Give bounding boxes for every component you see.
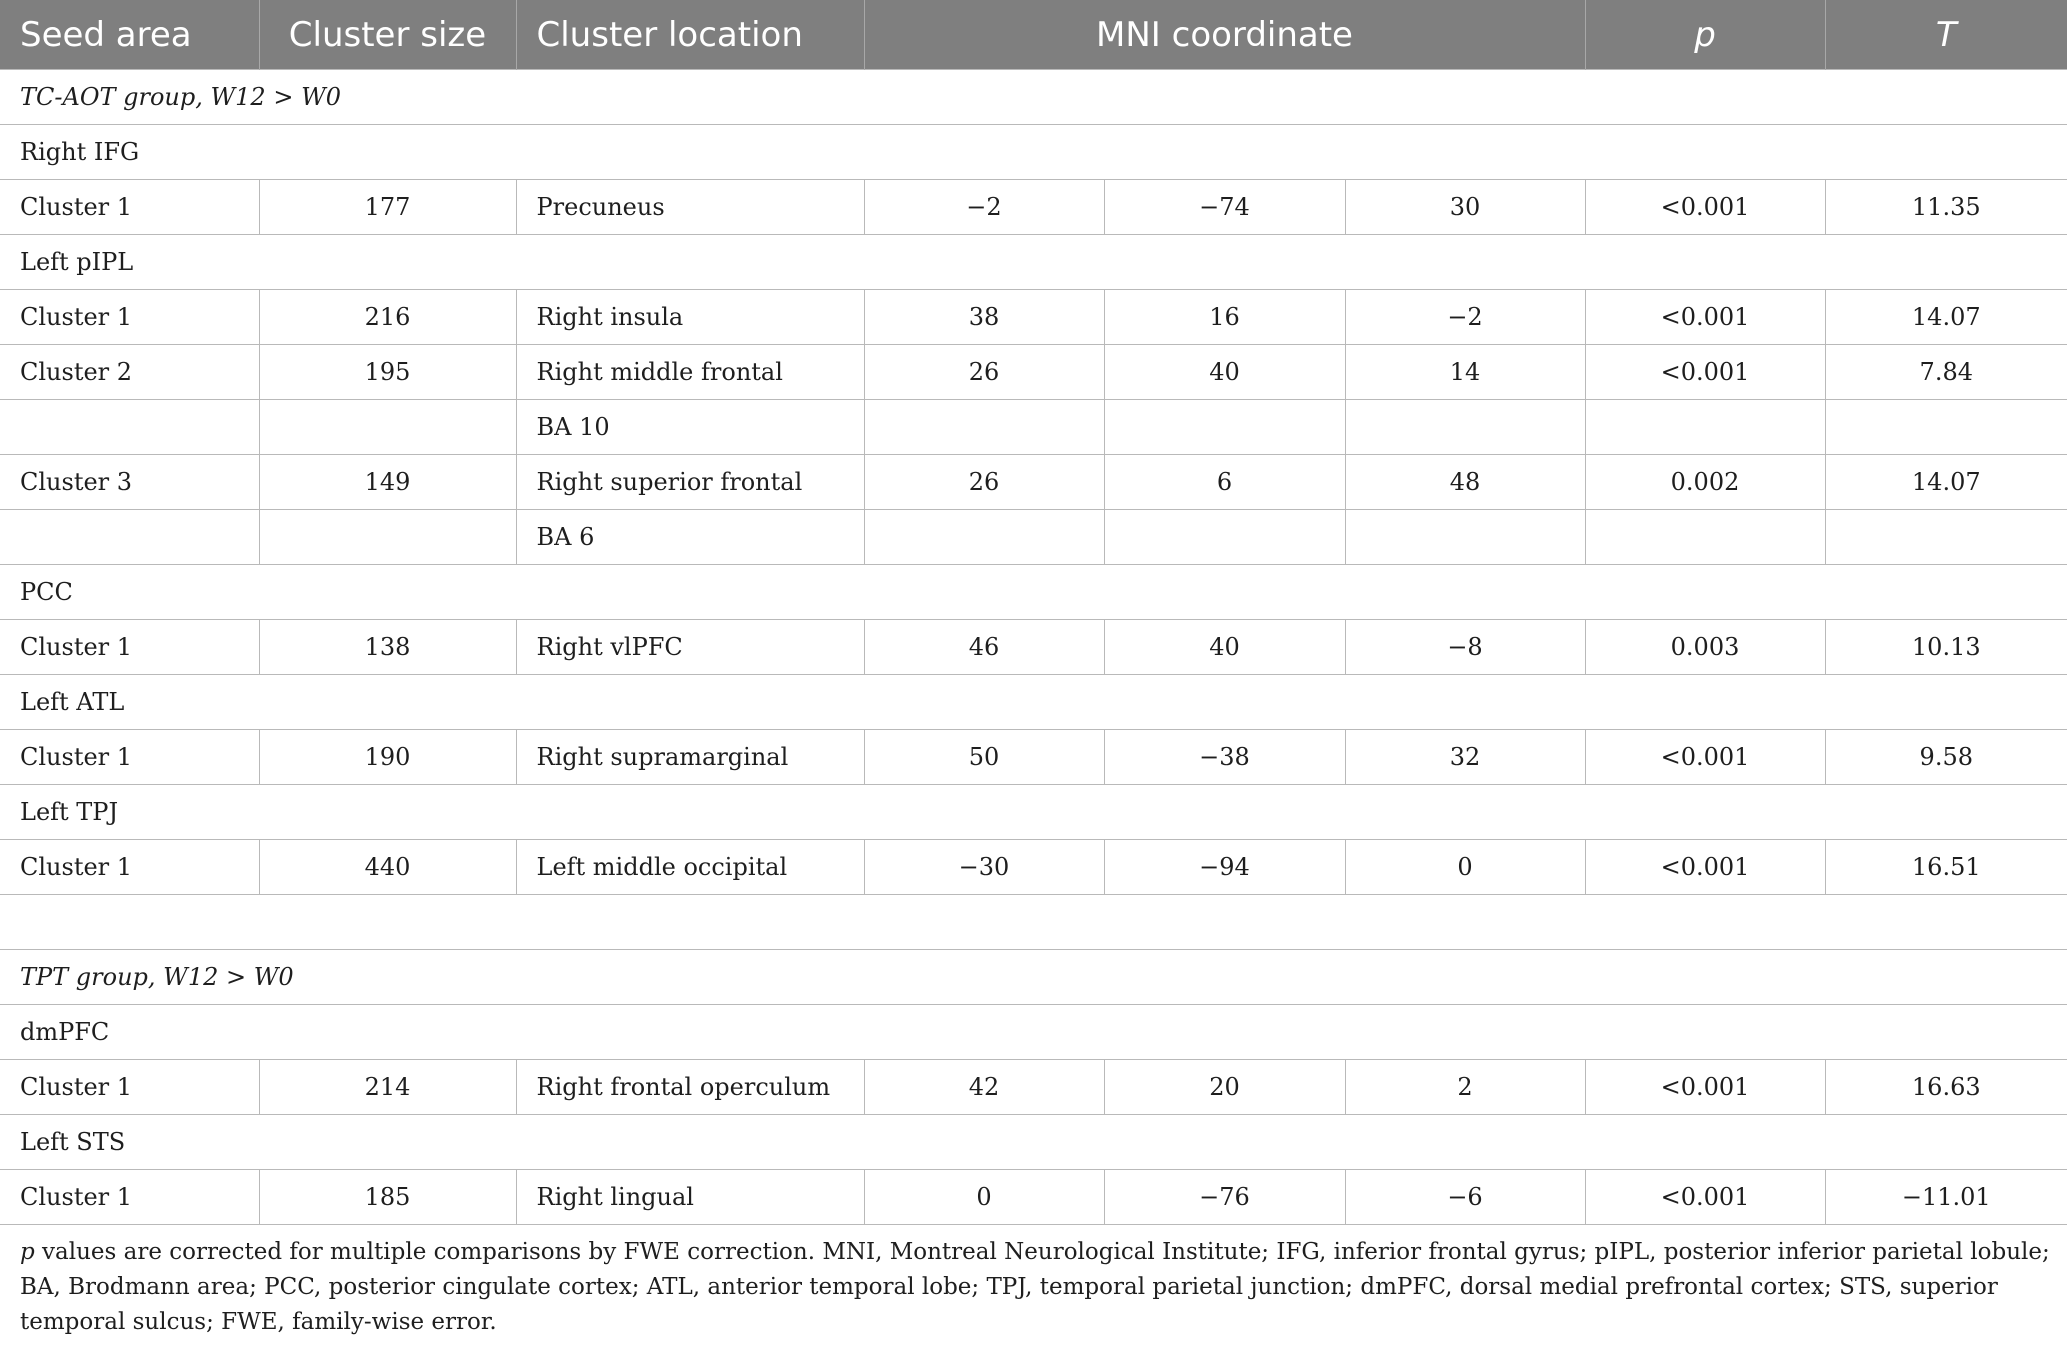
header-row [0, 0, 2067, 70]
cell-mni-x: −30 [864, 840, 1104, 895]
cell-seed-cluster: Cluster 1 [0, 620, 259, 675]
cell-cluster-location: Right lingual [516, 1170, 864, 1225]
cell-mni-z: 48 [1345, 455, 1585, 510]
cell-seed-cluster: Cluster 1 [0, 730, 259, 785]
cell-seed-cluster: Cluster 3 [0, 455, 259, 510]
header-p: p [1585, 0, 1825, 70]
seed-area-label: dmPFC [0, 1005, 2067, 1060]
cell-cluster-size: 440 [259, 840, 516, 895]
cell-mni-y: 40 [1104, 620, 1345, 675]
cell-mni-z: −8 [1345, 620, 1585, 675]
cell-mni-z: 0 [1345, 840, 1585, 895]
table-footnote [0, 1225, 2067, 1340]
cell-t-value: 16.63 [1825, 1060, 2067, 1115]
cell-cluster-size: 138 [259, 620, 516, 675]
seed-area-label: PCC [0, 565, 2067, 620]
cell-mni-x [864, 510, 1104, 565]
group-row [0, 950, 2067, 1005]
seed-area-label: Right IFG [0, 125, 2067, 180]
seed-area-label: Left ATL [0, 675, 2067, 730]
cell-mni-x: 38 [864, 290, 1104, 345]
cell-t-value: −11.01 [1825, 1170, 2067, 1225]
cell-t-value: 9.58 [1825, 730, 2067, 785]
table-row [0, 510, 2067, 565]
cell-mni-y: 16 [1104, 290, 1345, 345]
footnote-text: values are corrected for multiple comparisons by FWE correction. MNI, Montreal Neurological Institute; IFG, inferior frontal gyrus; pIPL, posterior inferior parietal lobule; BA, Brodmann area; PCC, posterior cingulate cortex; ATL, anterior temporal lobe; TPJ, temporal parietal junction; dmPFC, dorsal medial prefrontal cortex; STS, superior temporal sulcus; FWE, family-wise error. [20, 1239, 2050, 1335]
table-row [0, 1060, 2067, 1115]
seed-area-label: Left TPJ [0, 785, 2067, 840]
seed-row [0, 565, 2067, 620]
cell-cluster-location: Right frontal operculum [516, 1060, 864, 1115]
cell-p-value: <0.001 [1585, 290, 1825, 345]
cell-t-value: 16.51 [1825, 840, 2067, 895]
seed-row [0, 895, 2067, 950]
cell-p-value [1585, 400, 1825, 455]
cell-mni-y: 40 [1104, 345, 1345, 400]
cell-t-value: 7.84 [1825, 345, 2067, 400]
cell-p-value: <0.001 [1585, 180, 1825, 235]
cell-seed-cluster: Cluster 1 [0, 840, 259, 895]
cell-cluster-size: 190 [259, 730, 516, 785]
cell-p-value: <0.001 [1585, 1170, 1825, 1225]
cell-p-value: 0.002 [1585, 455, 1825, 510]
cell-cluster-location: BA 10 [516, 400, 864, 455]
seed-row [0, 785, 2067, 840]
cell-mni-x: 42 [864, 1060, 1104, 1115]
cell-cluster-location: Right middle frontal [516, 345, 864, 400]
seed-row [0, 1005, 2067, 1060]
cell-p-value: <0.001 [1585, 345, 1825, 400]
table-row [0, 345, 2067, 400]
cell-mni-z: −2 [1345, 290, 1585, 345]
group-label: TPT group, W12 > W0 [0, 950, 2067, 1005]
table-row [0, 290, 2067, 345]
cell-p-value: <0.001 [1585, 730, 1825, 785]
cell-mni-z: 2 [1345, 1060, 1585, 1115]
seed-row [0, 235, 2067, 290]
cell-cluster-location: Precuneus [516, 180, 864, 235]
table-body [0, 70, 2067, 1225]
cell-mni-y: −38 [1104, 730, 1345, 785]
cell-mni-y: −94 [1104, 840, 1345, 895]
cell-seed-cluster: Cluster 1 [0, 290, 259, 345]
cell-cluster-location: BA 6 [516, 510, 864, 565]
group-row [0, 70, 2067, 125]
table-row [0, 620, 2067, 675]
table-row [0, 1170, 2067, 1225]
header-cluster-size: Cluster size [259, 0, 516, 70]
header-t: T [1825, 0, 2067, 70]
cell-seed-cluster [0, 400, 259, 455]
seed-row [0, 125, 2067, 180]
header-seed-area: Seed area [0, 0, 259, 70]
cell-cluster-location: Left middle occipital [516, 840, 864, 895]
cell-cluster-size: 177 [259, 180, 516, 235]
table-row [0, 180, 2067, 235]
cell-t-value: 14.07 [1825, 455, 2067, 510]
table-row [0, 455, 2067, 510]
cell-mni-x: 26 [864, 345, 1104, 400]
cell-mni-y: −76 [1104, 1170, 1345, 1225]
cell-t-value [1825, 400, 2067, 455]
cell-t-value: 14.07 [1825, 290, 2067, 345]
cell-p-value [1585, 510, 1825, 565]
cell-mni-z: 32 [1345, 730, 1585, 785]
cell-seed-cluster: Cluster 1 [0, 1170, 259, 1225]
cell-t-value: 11.35 [1825, 180, 2067, 235]
cell-p-value: <0.001 [1585, 840, 1825, 895]
seed-row [0, 1115, 2067, 1170]
cell-mni-y [1104, 400, 1345, 455]
cell-cluster-size: 216 [259, 290, 516, 345]
cell-mni-y: 6 [1104, 455, 1345, 510]
cell-cluster-size: 185 [259, 1170, 516, 1225]
cell-seed-cluster: Cluster 1 [0, 1060, 259, 1115]
cell-mni-z: 30 [1345, 180, 1585, 235]
cell-seed-cluster [0, 510, 259, 565]
cell-mni-x: 26 [864, 455, 1104, 510]
group-label: TC-AOT group, W12 > W0 [0, 70, 2067, 125]
seed-area-label [0, 895, 2067, 950]
cell-mni-y: −74 [1104, 180, 1345, 235]
cell-t-value: 10.13 [1825, 620, 2067, 675]
table-row [0, 730, 2067, 785]
seed-area-label: Left STS [0, 1115, 2067, 1170]
table-row [0, 840, 2067, 895]
cell-t-value [1825, 510, 2067, 565]
cell-cluster-size: 149 [259, 455, 516, 510]
cell-mni-x: 50 [864, 730, 1104, 785]
cell-mni-z: −6 [1345, 1170, 1585, 1225]
cell-cluster-size [259, 400, 516, 455]
cell-p-value: <0.001 [1585, 1060, 1825, 1115]
cell-cluster-location: Right vlPFC [516, 620, 864, 675]
seed-row [0, 675, 2067, 730]
cell-mni-y [1104, 510, 1345, 565]
cell-mni-x: −2 [864, 180, 1104, 235]
header-cluster-location: Cluster location [516, 0, 864, 70]
seed-area-label: Left pIPL [0, 235, 2067, 290]
cell-cluster-size: 214 [259, 1060, 516, 1115]
cell-cluster-size [259, 510, 516, 565]
cell-mni-z [1345, 400, 1585, 455]
cell-seed-cluster: Cluster 1 [0, 180, 259, 235]
cell-cluster-location: Right superior frontal [516, 455, 864, 510]
cell-cluster-location: Right supramarginal [516, 730, 864, 785]
cell-p-value: 0.003 [1585, 620, 1825, 675]
footnote-p-symbol: p [20, 1239, 35, 1265]
cell-seed-cluster: Cluster 2 [0, 345, 259, 400]
cell-mni-x: 0 [864, 1170, 1104, 1225]
cell-mni-x [864, 400, 1104, 455]
table-row [0, 400, 2067, 455]
cell-cluster-size: 195 [259, 345, 516, 400]
cell-mni-z: 14 [1345, 345, 1585, 400]
cell-cluster-location: Right insula [516, 290, 864, 345]
cell-mni-x: 46 [864, 620, 1104, 675]
header-mni-coordinate: MNI coordinate [864, 0, 1585, 70]
cell-mni-y: 20 [1104, 1060, 1345, 1115]
cell-mni-z [1345, 510, 1585, 565]
